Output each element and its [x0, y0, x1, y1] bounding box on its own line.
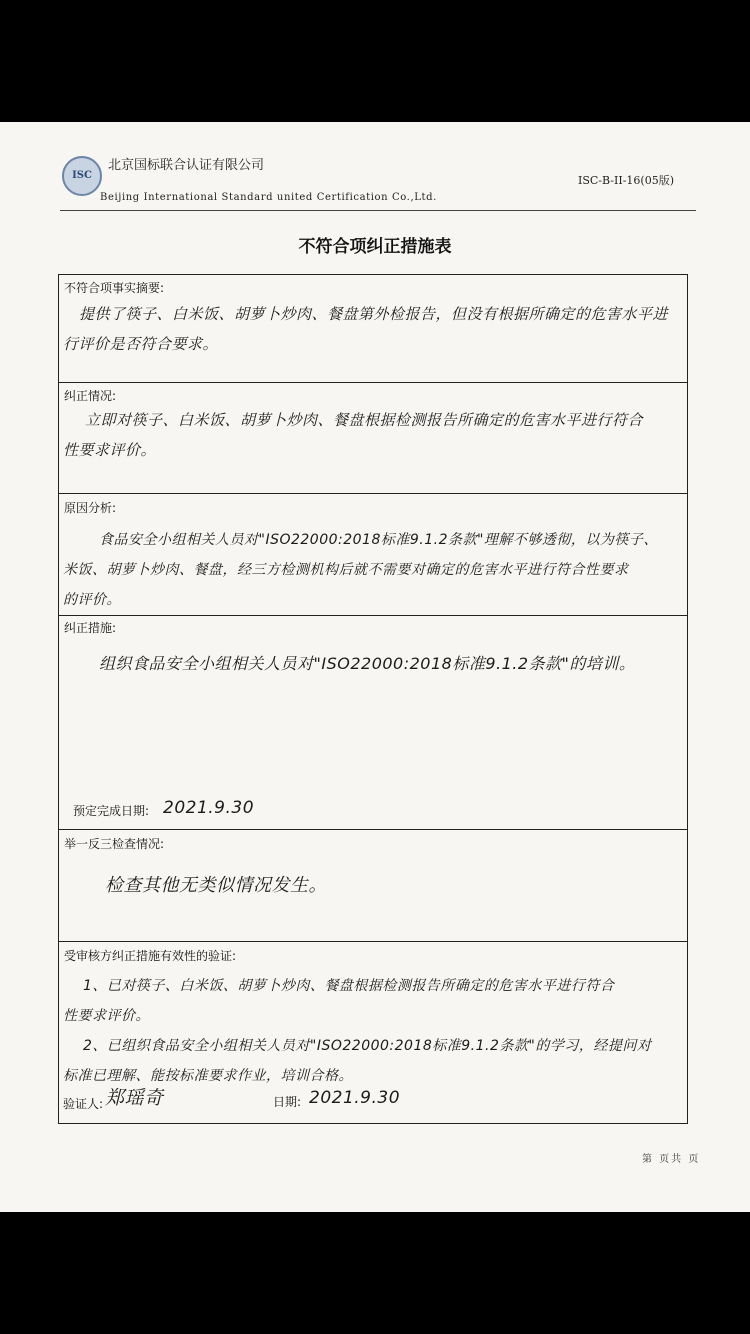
row-divider [59, 941, 687, 942]
row-divider [59, 829, 687, 830]
verification-line-4: 标准已理解、能按标准要求作业，培训合格。 [63, 1068, 353, 1084]
logo-text: ISC [72, 170, 92, 181]
verifier-label: 验证人: [63, 1097, 104, 1111]
cause-line-1: 食品安全小组相关人员对"ISO22000:2018标准9.1.2条款"理解不够透彻，以为筷子、 [99, 532, 658, 548]
verification-line-1: 1、已对筷子、白米饭、胡萝卜炒肉、餐盘根据检测报告所确定的危害水平进行符合 [83, 978, 615, 994]
inspection-line-1: 检查其他无类似情况发生。 [105, 875, 327, 896]
cause-line-2: 米饭、胡萝卜炒肉、餐盘，经三方检测机构后就不需要对确定的危害水平进行符合性要求 [63, 562, 629, 578]
row-divider [59, 382, 687, 383]
header-divider [60, 210, 696, 211]
due-date-label: 预定完成日期: [73, 804, 150, 818]
verification-date-value: 2021.9.30 [309, 1088, 401, 1108]
verifier-signature: 郑瑶奇 [105, 1087, 164, 1109]
verification-line-3: 2、已组织食品安全小组相关人员对"ISO22000:2018标准9.1.2条款"的学习，经提问对 [83, 1038, 652, 1054]
company-logo [62, 156, 102, 196]
inspection-label: 举一反三检查情况: [64, 837, 165, 851]
form-table [58, 274, 688, 1124]
row-divider [59, 615, 687, 616]
due-date-value: 2021.9.30 [163, 798, 255, 818]
correction-line-2: 性要求评价。 [63, 441, 157, 459]
verification-date-label: 日期: [273, 1095, 302, 1109]
summary-label: 不符合项事实摘要: [64, 281, 165, 295]
measures-label: 纠正措施: [64, 621, 117, 635]
summary-line-1: 提供了筷子、白米饭、胡萝卜炒肉、餐盘第外检报告，但没有根据所确定的危害水平进 [79, 305, 669, 323]
document-page [0, 122, 750, 1212]
company-name-en: Beijing International Standard united Certification Co.,Ltd. [100, 192, 437, 203]
cause-label: 原因分析: [64, 501, 117, 515]
company-name-cn: 北京国标联合认证有限公司 [108, 158, 265, 173]
verification-line-2: 性要求评价。 [63, 1008, 150, 1024]
row-divider [59, 493, 687, 494]
summary-line-2: 行评价是否符合要求。 [63, 335, 219, 353]
correction-label: 纠正情况: [64, 389, 117, 403]
document-number: ISC-B-II-16(05版) [578, 174, 675, 187]
page-footer: 第 页共 页 [642, 1154, 701, 1165]
cause-line-3: 的评价。 [63, 592, 121, 608]
verification-label: 受审核方纠正措施有效性的验证: [64, 949, 237, 963]
correction-line-1: 立即对筷子、白米饭、胡萝卜炒肉、餐盘根据检测报告所确定的危害水平进行符合 [85, 411, 644, 429]
form-title: 不符合项纠正措施表 [298, 237, 452, 257]
measures-line-1: 组织食品安全小组相关人员对"ISO22000:2018标准9.1.2条款"的培训。 [99, 654, 636, 673]
